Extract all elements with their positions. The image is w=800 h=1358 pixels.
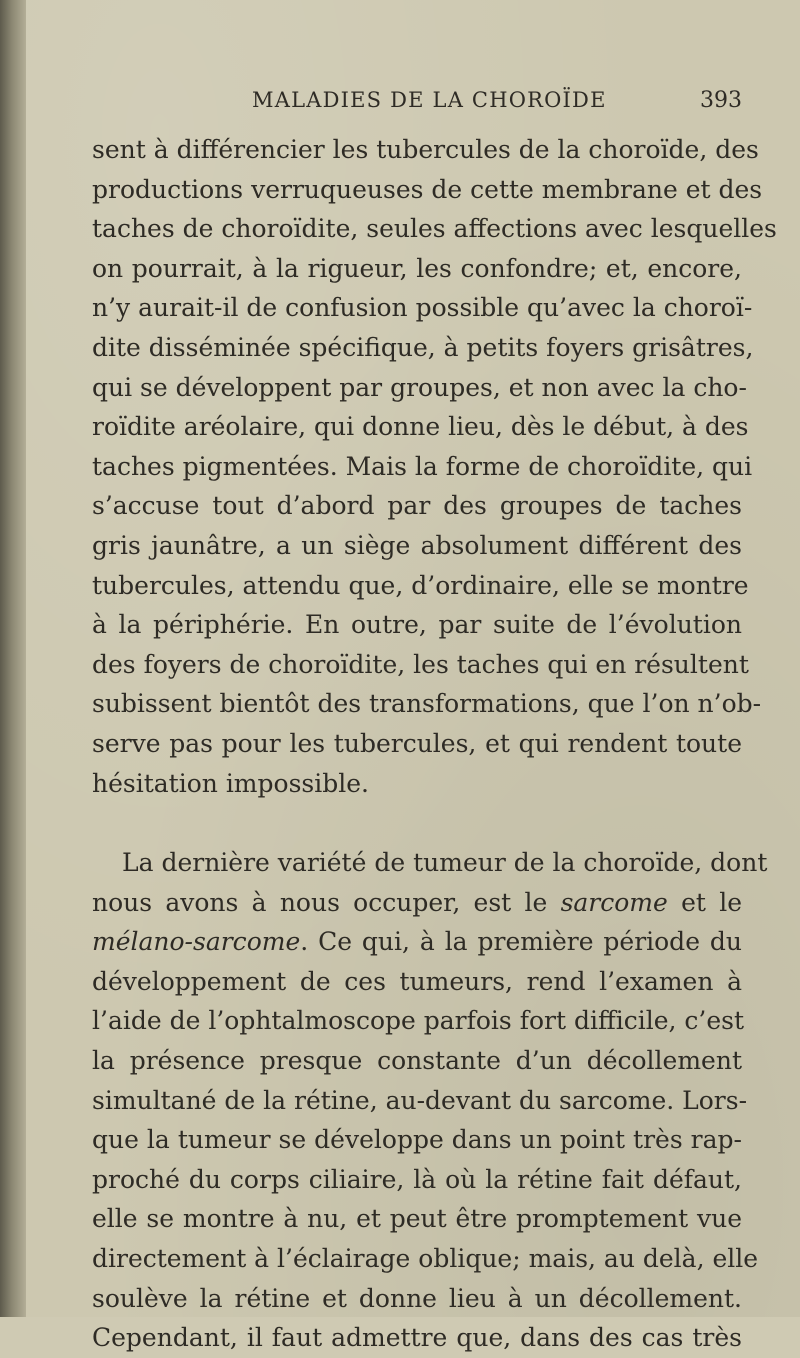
text-line: dite disséminée spécifique, à petits foyers grisâtres, [92,332,754,362]
page-number: 393 [700,88,742,113]
term-sarcome: sarcome [560,887,668,917]
text-line: elle se montre à nu, et peut être promptement vue [92,1204,742,1234]
text-line: La dernière variété de tumeur de la choroïde, dont [122,848,768,878]
text-line: gris jaunâtre, a un siège absolument différent des [92,530,742,560]
text-line [92,922,742,962]
text-line: roïdite aréolaire, qui donne lieu, dès le début, à des [92,412,749,442]
text-line: sent à différencier les tubercules de la choroïde, des [92,135,759,164]
text-line: la présence presque constante d’un décollement [92,1046,742,1076]
text-line: s’accuse tout d’abord par des groupes de taches [92,491,742,521]
text-line: l’aide de l’ophtalmoscope parfois fort difficile, c’est [92,1006,745,1036]
text-line: hésitation impossible. [92,768,369,798]
text-line: soulève la rétine et donne lieu à un décollement. [92,1283,742,1313]
text-line: productions verruqueuses de cette membrane et des [92,174,763,204]
text-run: nous avons à nous occuper, est le [92,887,561,917]
text-run: . Ce qui, à la première période du [300,927,742,957]
book-binding-edge [0,0,26,1317]
text-line: taches pigmentées. Mais la forme de choroïdite, qui [92,451,753,481]
running-head [0,88,800,128]
term-melano-sarcome: mélano-sarcome [92,927,301,957]
text-line: que la tumeur se développe dans un point très rap- [92,1125,742,1155]
body-text [92,130,777,1358]
text-line: tubercules, attendu que, d’ordinaire, elle se montre [92,570,749,600]
text-line: qui se développent par groupes, et non avec la cho- [92,372,747,402]
text-line: Cependant, il faut admettre que, dans des cas très [92,1323,742,1353]
paragraph-gap [92,803,742,843]
text-line: taches de choroïdite, seules affections avec lesquelles [92,214,777,244]
running-title: MALADIES DE LA CHOROÏDE [252,88,607,112]
text-line: à la périphérie. En outre, par suite de l’évolution [92,610,742,640]
text-line: simultané de la rétine, au-devant du sarcome. Lors- [92,1085,748,1115]
text-line: des foyers de choroïdite, les taches qui en résultent [92,649,749,679]
paragraph-2 [92,843,768,1358]
text-line: directement à l’éclairage oblique; mais, au delà, elle [92,1244,759,1274]
text-line: serve pas pour les tubercules, et qui rendent toute [92,728,742,758]
text-line [92,883,742,923]
text-line: subissent bientôt des transformations, que l’on n’ob- [92,689,762,719]
text-line: n’y aurait-il de confusion possible qu’avec la choroï- [92,293,753,323]
text-line: on pourrait, à la rigueur, les confondre; et, encore, [92,253,742,283]
paragraph-1 [92,130,777,803]
text-run: et le [667,887,742,917]
text-line: développement de ces tumeurs, rend l’examen à [92,966,742,996]
text-line: proché du corps ciliaire, là où la rétine fait défaut, [92,1164,742,1194]
